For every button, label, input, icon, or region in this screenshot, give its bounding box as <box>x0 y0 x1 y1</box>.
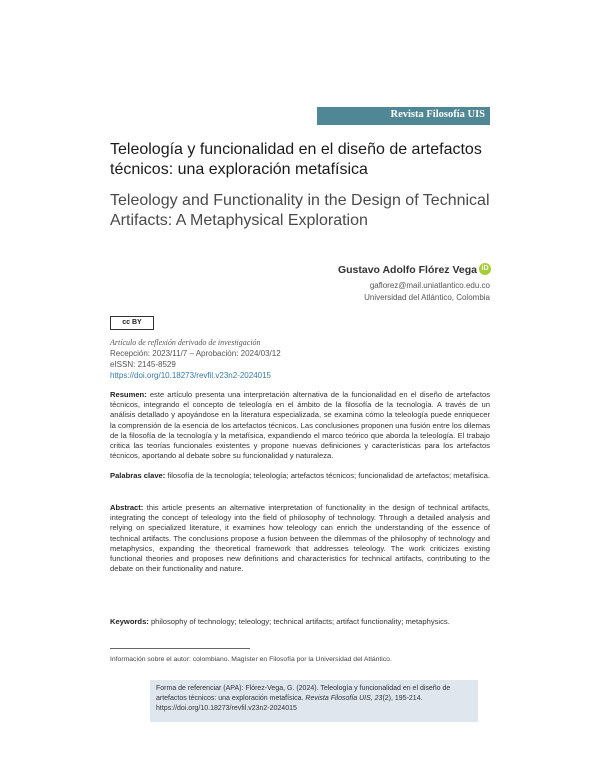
citation-body: Flórez-Vega, G. (2024). Teleología y funcionalidad en el diseño de artefactos técnicos: una exploración metafísica. <box>156 685 451 702</box>
footnote-label: Información sobre el autor: <box>110 656 191 663</box>
keywords-paragraph <box>110 617 490 627</box>
palabras-clave-paragraph <box>110 471 490 481</box>
keywords-label: Keywords: <box>110 617 149 626</box>
title-spanish: Teleología y funcionalidad en el diseño de artefactos técnicos: una exploración metafísica <box>110 141 482 178</box>
article-type: Artículo de reflexión derivado de investigación <box>110 338 261 347</box>
orcid-icon[interactable]: iD <box>479 263 491 275</box>
abstract-paragraph <box>110 503 490 574</box>
title-english: Teleology and Functionality in the Design of Technical Artifacts: A Metaphysical Exploration <box>110 192 490 229</box>
author-affiliation: Universidad del Atlántico, Colombia <box>364 293 490 302</box>
footnote-text: colombiano. Magíster en Filosofía por la Universidad del Atlántico. <box>192 656 392 663</box>
citation-text <box>156 684 472 714</box>
resumen-label: Resumen: <box>110 390 147 399</box>
citation-doi-link[interactable]: https://doi.org/10.18273/revfil.v23n2-2024015 <box>156 705 297 712</box>
citation-issue: (2), 195-214. <box>382 695 423 702</box>
abstract-text: this article presents an alternative interpretation of functionality in the design of technical artifacts, integrating the concept of teleology into the field of philosophy of technology. Through a detailed analysis and relying on specialized literature, it examines how teleology can enrich the understanding of the essence of technical artifacts. The conclusions propose a fusion between the dilemmas of the philosophy of technology and metaphysics, expanding the theoretical framework that addresses teleology. The work criticizes existing functional theories and proposes new definitions and characteristics for technical artifacts, contributing to the debate on their functionality and nature. <box>110 503 490 574</box>
citation-journal: Revista Filosofía UIS, 23 <box>305 695 383 702</box>
footnote-divider <box>110 648 250 649</box>
palabras-clave-label: Palabras clave: <box>110 471 166 480</box>
resumen-paragraph <box>110 390 490 461</box>
author-email[interactable]: gaflorez@mail.uniatlantico.edu.co <box>369 281 490 290</box>
resumen-text: este artículo presenta una interpretación alternativa de la funcionalidad en el diseño de artefactos técnicos, integrando el concepto de teleología en el ámbito de la filosofía de la tecnología. A través de un análisis detallado y apoyándose en la literatura especializada, se examina cómo la teleología puede enriquecer la comprensión de la esencia de los artefactos técnicos. Las conclusiones proponen una fusión entre los dilemas de la filosofía de la tecnología y la metafísica, expandiendo el marco teórico que aborda la teleología. El trabajo critica las teorías funcionales existentes y propone nuevas definiciones y características para los artefactos técnicos, aportando al debate sobre su funcionalidad y naturaleza. <box>110 390 490 461</box>
article-dates: Recepción: 2023/11/7 – Aprobación: 2024/03/12 <box>110 349 281 358</box>
article-issn: eISSN: 2145-8529 <box>110 360 176 369</box>
citation-box <box>150 680 478 722</box>
author-footnote <box>110 656 392 663</box>
journal-name: Revista Filosofía UIS <box>390 109 485 120</box>
keywords-text: philosophy of technology; teleology; technical artifacts; artifact functionality; metaphysics. <box>150 617 450 626</box>
abstract-label: Abstract: <box>110 503 144 512</box>
cc-license-icon[interactable]: cc BY <box>110 316 154 330</box>
author-name: Gustavo Adolfo Flórez Vega <box>337 264 477 276</box>
palabras-clave-text: filosofía de la tecnología; teleología; artefactos técnicos; funcionalidad de artefactos; metafísica. <box>167 471 490 480</box>
article-doi-link[interactable]: https://doi.org/10.18273/revfil.v23n2-2024015 <box>110 371 272 380</box>
citation-label: Forma de referenciar (APA): <box>156 685 244 692</box>
